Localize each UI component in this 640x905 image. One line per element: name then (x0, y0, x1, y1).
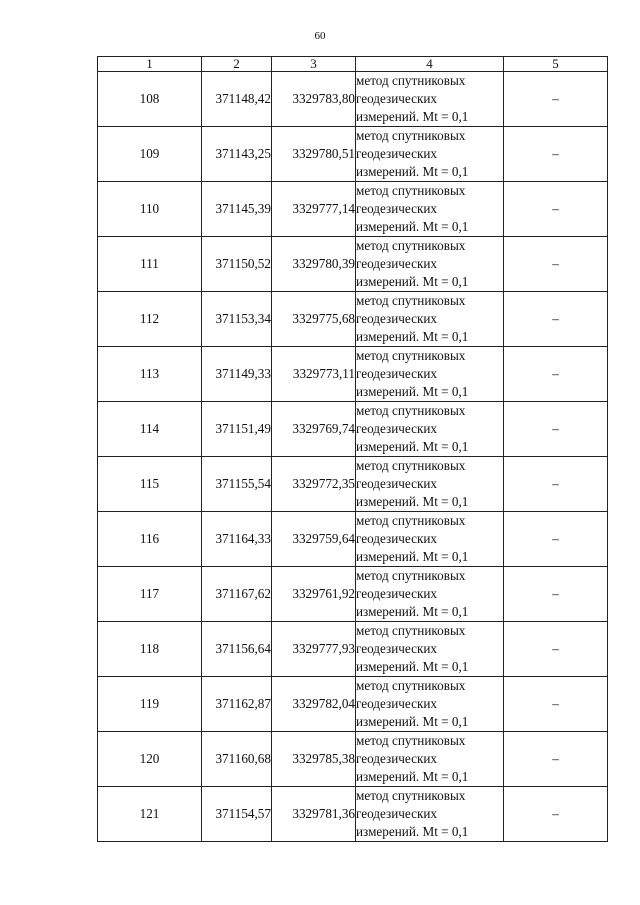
table-row (98, 787, 608, 842)
y-coordinate-cell: 3329783,80 (272, 72, 356, 127)
point-number-cell: 109 (98, 127, 202, 182)
y-coordinate-cell: 3329785,38 (272, 732, 356, 787)
note-cell: – (504, 127, 608, 182)
note-cell: – (504, 72, 608, 127)
method-cell (356, 292, 504, 347)
method-line: геодезических (356, 91, 438, 106)
note-cell: – (504, 292, 608, 347)
point-number-cell: 111 (98, 237, 202, 292)
y-coordinate-cell: 3329780,39 (272, 237, 356, 292)
method-line: геодезических (356, 311, 438, 326)
x-coordinate-cell: 371164,33 (202, 512, 272, 567)
method-cell (356, 457, 504, 512)
note-cell: – (504, 237, 608, 292)
point-number-cell: 112 (98, 292, 202, 347)
y-coordinate-cell: 3329777,14 (272, 182, 356, 237)
column-header-4: 4 (356, 57, 504, 72)
table-row (98, 237, 608, 292)
method-line: геодезических (356, 586, 438, 601)
page-number: 60 (314, 30, 326, 42)
method-line: метод спутниковых (356, 348, 466, 363)
table-row (98, 292, 608, 347)
method-line: геодезических (356, 256, 438, 271)
x-coordinate-cell: 371156,64 (202, 622, 272, 677)
point-number-cell: 113 (98, 347, 202, 402)
method-line: измерений. Mt = 0,1 (356, 439, 469, 454)
note-cell: – (504, 567, 608, 622)
method-line: метод спутниковых (356, 458, 466, 473)
note-cell: – (504, 402, 608, 457)
method-cell (356, 512, 504, 567)
x-coordinate-cell: 371160,68 (202, 732, 272, 787)
method-line: измерений. Mt = 0,1 (356, 494, 469, 509)
table-row (98, 677, 608, 732)
point-number-cell: 115 (98, 457, 202, 512)
method-cell (356, 567, 504, 622)
method-line: измерений. Mt = 0,1 (356, 329, 469, 344)
point-number-cell: 116 (98, 512, 202, 567)
y-coordinate-cell: 3329780,51 (272, 127, 356, 182)
method-line: метод спутниковых (356, 788, 466, 803)
x-coordinate-cell: 371155,54 (202, 457, 272, 512)
method-cell (356, 347, 504, 402)
point-number-cell: 110 (98, 182, 202, 237)
method-line: измерений. Mt = 0,1 (356, 824, 469, 839)
table-row (98, 127, 608, 182)
point-number-cell: 114 (98, 402, 202, 457)
method-line: метод спутниковых (356, 128, 466, 143)
method-line: измерений. Mt = 0,1 (356, 274, 469, 289)
method-line: метод спутниковых (356, 733, 466, 748)
method-cell (356, 622, 504, 677)
method-line: измерений. Mt = 0,1 (356, 659, 469, 674)
table-header-row (98, 57, 608, 72)
point-number-cell: 118 (98, 622, 202, 677)
table-row (98, 457, 608, 512)
method-cell (356, 182, 504, 237)
x-coordinate-cell: 371143,25 (202, 127, 272, 182)
table-row (98, 567, 608, 622)
x-coordinate-cell: 371162,87 (202, 677, 272, 732)
note-cell: – (504, 677, 608, 732)
x-coordinate-cell: 371145,39 (202, 182, 272, 237)
point-number-cell: 121 (98, 787, 202, 842)
note-cell: – (504, 182, 608, 237)
table-row (98, 732, 608, 787)
method-line: измерений. Mt = 0,1 (356, 384, 469, 399)
x-coordinate-cell: 371151,49 (202, 402, 272, 457)
point-number-cell: 117 (98, 567, 202, 622)
y-coordinate-cell: 3329769,74 (272, 402, 356, 457)
column-header-2: 2 (202, 57, 272, 72)
y-coordinate-cell: 3329759,64 (272, 512, 356, 567)
method-line: метод спутниковых (356, 238, 466, 253)
y-coordinate-cell: 3329781,36 (272, 787, 356, 842)
column-header-5: 5 (504, 57, 608, 72)
method-cell (356, 72, 504, 127)
method-line: метод спутниковых (356, 623, 466, 638)
table-row (98, 512, 608, 567)
note-cell: – (504, 787, 608, 842)
note-cell: – (504, 457, 608, 512)
method-line: геодезических (356, 201, 438, 216)
x-coordinate-cell: 371154,57 (202, 787, 272, 842)
method-line: измерений. Mt = 0,1 (356, 604, 469, 619)
point-number-cell: 120 (98, 732, 202, 787)
method-line: измерений. Mt = 0,1 (356, 714, 469, 729)
method-line: геодезических (356, 641, 438, 656)
x-coordinate-cell: 371153,34 (202, 292, 272, 347)
table-row (98, 347, 608, 402)
method-line: геодезических (356, 421, 438, 436)
method-line: измерений. Mt = 0,1 (356, 109, 469, 124)
method-line: измерений. Mt = 0,1 (356, 219, 469, 234)
method-line: геодезических (356, 696, 438, 711)
table-row (98, 182, 608, 237)
method-cell (356, 402, 504, 457)
method-cell (356, 787, 504, 842)
y-coordinate-cell: 3329777,93 (272, 622, 356, 677)
method-line: метод спутниковых (356, 678, 466, 693)
table-row (98, 72, 608, 127)
method-line: метод спутниковых (356, 568, 466, 583)
method-line: измерений. Mt = 0,1 (356, 164, 469, 179)
method-cell (356, 732, 504, 787)
x-coordinate-cell: 371148,42 (202, 72, 272, 127)
method-line: геодезических (356, 751, 438, 766)
method-line: геодезических (356, 806, 438, 821)
method-cell (356, 237, 504, 292)
note-cell: – (504, 512, 608, 567)
method-line: метод спутниковых (356, 513, 466, 528)
method-cell (356, 127, 504, 182)
method-line: измерений. Mt = 0,1 (356, 769, 469, 784)
point-number-cell: 108 (98, 72, 202, 127)
method-line: геодезических (356, 146, 438, 161)
method-line: геодезических (356, 476, 438, 491)
table-row (98, 622, 608, 677)
method-line: измерений. Mt = 0,1 (356, 549, 469, 564)
y-coordinate-cell: 3329772,35 (272, 457, 356, 512)
method-line: геодезических (356, 366, 438, 381)
method-line: метод спутниковых (356, 403, 466, 418)
note-cell: – (504, 622, 608, 677)
note-cell: – (504, 347, 608, 402)
coordinates-table (97, 56, 608, 842)
x-coordinate-cell: 371167,62 (202, 567, 272, 622)
x-coordinate-cell: 371150,52 (202, 237, 272, 292)
column-header-3: 3 (272, 57, 356, 72)
point-number-cell: 119 (98, 677, 202, 732)
table-body (98, 72, 608, 842)
y-coordinate-cell: 3329782,04 (272, 677, 356, 732)
y-coordinate-cell: 3329775,68 (272, 292, 356, 347)
y-coordinate-cell: 3329773,11 (272, 347, 356, 402)
y-coordinate-cell: 3329761,92 (272, 567, 356, 622)
method-line: метод спутниковых (356, 183, 466, 198)
table-row (98, 402, 608, 457)
note-cell: – (504, 732, 608, 787)
method-line: метод спутниковых (356, 73, 466, 88)
method-line: метод спутниковых (356, 293, 466, 308)
x-coordinate-cell: 371149,33 (202, 347, 272, 402)
method-line: геодезических (356, 531, 438, 546)
method-cell (356, 677, 504, 732)
column-header-1: 1 (98, 57, 202, 72)
